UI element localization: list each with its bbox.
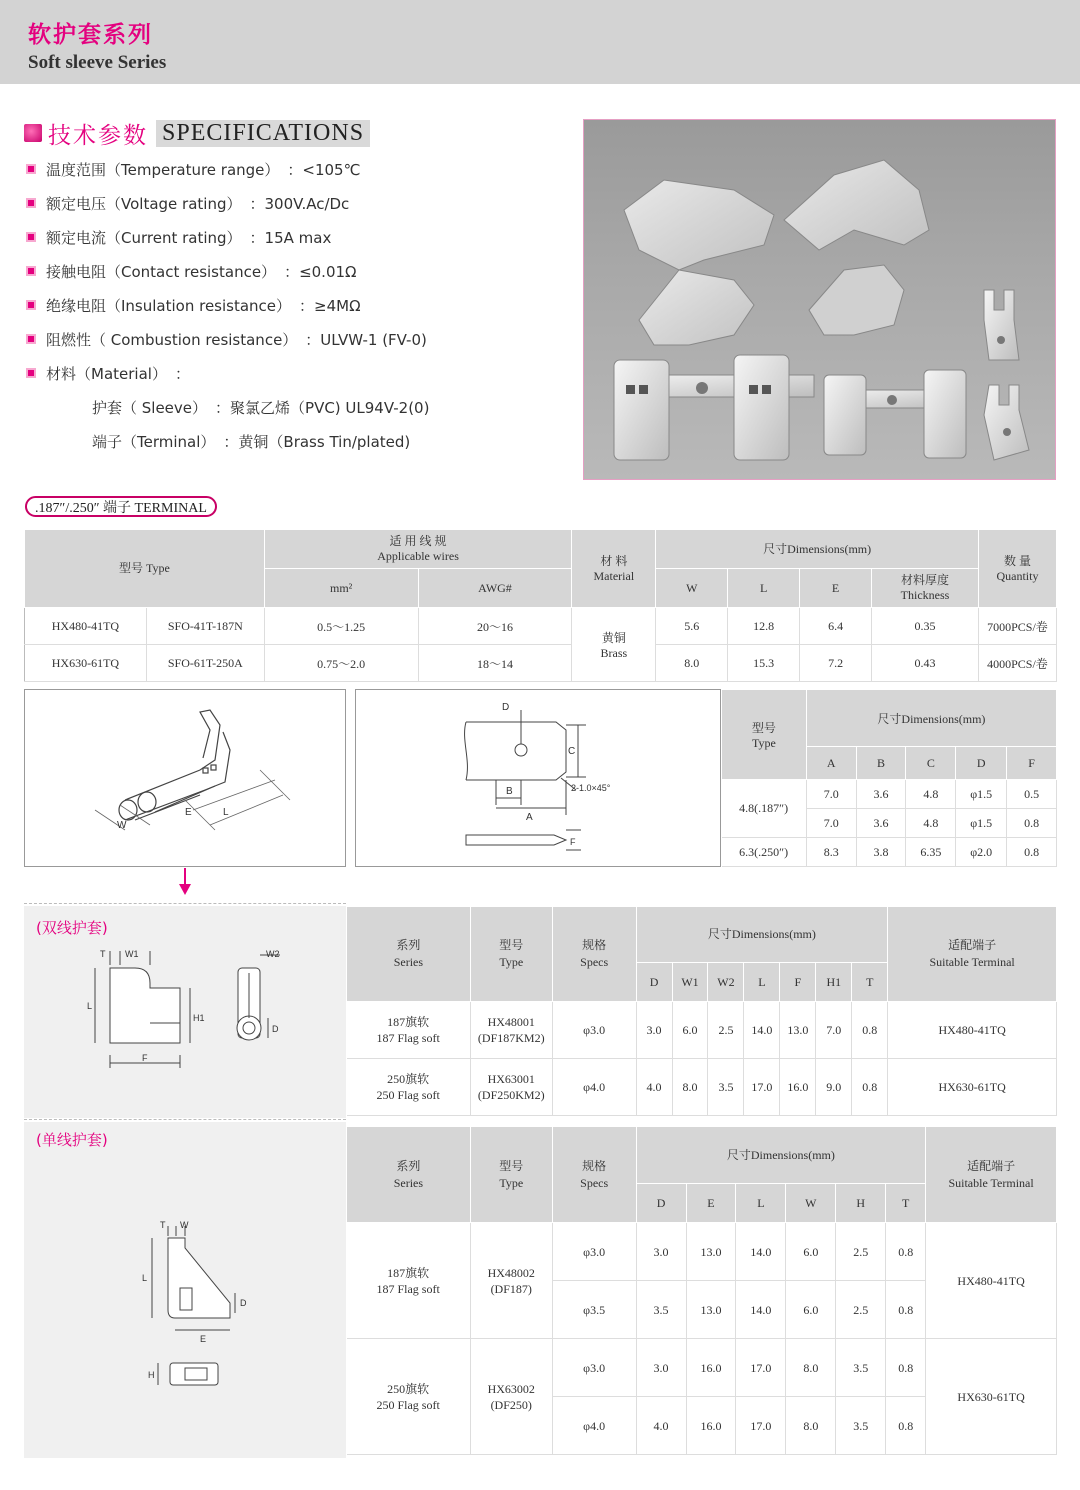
table-row [722, 838, 1057, 867]
series-cell [347, 1059, 471, 1116]
specs-header-en: Specs [580, 1175, 609, 1190]
value-cell: φ1.5 [956, 809, 1007, 838]
bullet-icon [26, 232, 36, 242]
terminal-strip [824, 370, 966, 458]
dim-d-label: D [502, 702, 510, 713]
awg-header: AWG# [418, 569, 572, 608]
value-cell: 3.6 [856, 809, 906, 838]
col-b-header: B [856, 747, 906, 780]
spec-label: 额定电压（Voltage rating） [46, 194, 242, 213]
col-c-header: C [906, 747, 956, 780]
terminal-cell: HX480-41TQ [888, 1002, 1057, 1059]
wires-header [264, 530, 572, 569]
dimensions-header: 尺寸Dimensions(mm) [636, 1127, 926, 1184]
value-cell: 8.0 [786, 1339, 836, 1397]
sleeve-shape [639, 270, 754, 345]
value-cell: 6.35 [906, 838, 956, 867]
spec-label: 绝缘电阻（Insulation resistance） [46, 296, 292, 315]
specs-header-cn: 规格 [582, 1158, 607, 1173]
col-a-header: A [806, 747, 856, 780]
page-header [0, 0, 1080, 84]
code-cell: SFO-41T-187N [146, 608, 264, 645]
type-header-cn: 型号 [751, 720, 776, 735]
value-cell: 3.5 [708, 1059, 744, 1116]
spec-value: ：<105℃ [287, 160, 361, 179]
value-cell: 16.0 [780, 1059, 816, 1116]
terminal-header-en: Suitable Terminal [948, 1175, 1034, 1190]
type-header-en: Type [499, 1175, 524, 1190]
dim-l-label: L [142, 1273, 148, 1283]
spec-value: ：≤0.01Ω [284, 262, 357, 281]
specs-header-cn: 规格 [582, 938, 607, 952]
dimensions-header: 尺寸Dimensions(mm) [806, 690, 1056, 747]
type-cell [470, 1059, 552, 1116]
single-sleeve-label: (单线护套) [36, 1131, 108, 1149]
qty-cell: 4000PCS/卷 [978, 645, 1056, 682]
type-header [722, 690, 807, 780]
quantity-header [978, 530, 1056, 608]
value-cell: 0.8 [1007, 809, 1057, 838]
spec-item [26, 322, 566, 356]
terminal-cell: HX630-61TQ [888, 1059, 1057, 1116]
terminal-strip [614, 355, 814, 460]
table-row [722, 780, 1057, 809]
spec-value: ：≥4MΩ [299, 296, 361, 315]
double-sleeve-drawing [80, 943, 310, 1073]
material-header-en: Material [593, 568, 635, 583]
spec-cell: φ3.0 [552, 1223, 636, 1281]
material-header [572, 530, 656, 608]
value-cell: 0.8 [1007, 838, 1057, 867]
terminal-drawing [25, 690, 345, 866]
quantity-header-en: Quantity [996, 568, 1039, 583]
divider [24, 903, 346, 904]
type-cell [470, 1339, 552, 1455]
series-header-cn: 系列 [396, 938, 421, 952]
col-header: T [886, 1184, 926, 1223]
spec-label: 额定电流（Current rating） [46, 228, 242, 247]
specs-header [552, 907, 636, 1002]
col-header: D [636, 963, 672, 1002]
terminal-cell: HX630-61TQ [926, 1339, 1057, 1455]
series-header-en: Series [393, 1175, 424, 1190]
value-cell: 3.5 [836, 1339, 886, 1397]
series-en: 250 Flag soft [376, 1088, 440, 1102]
value-cell: 7.0 [806, 780, 856, 809]
value-cell: 6.0 [786, 1223, 836, 1281]
value-cell: 0.8 [852, 1002, 888, 1059]
bullet-icon [26, 334, 36, 344]
value-cell: 2.5 [836, 1223, 886, 1281]
spec-item [26, 152, 566, 186]
spec-value: ：300V.Ac/Dc [249, 194, 350, 213]
code-cell: SFO-61T-250A [146, 645, 264, 682]
l-cell: 15.3 [728, 645, 800, 682]
terminal-header-en: Suitable Terminal [929, 955, 1015, 969]
thickness-cell: 0.43 [872, 645, 979, 682]
dim-d-label: D [240, 1298, 247, 1308]
bullet-icon [24, 124, 42, 142]
value-cell: 8.3 [806, 838, 856, 867]
table-row [347, 1059, 1057, 1116]
value-cell: 0.8 [886, 1339, 926, 1397]
material-label: 护套（ Sleeve） [92, 398, 208, 417]
value-cell: 0.8 [886, 1223, 926, 1281]
specifications-list [26, 152, 566, 458]
bullet-icon [26, 266, 36, 276]
bullet-icon [26, 368, 36, 378]
spec-item [26, 220, 566, 254]
material-en: Brass [600, 645, 628, 660]
value-cell: 4.0 [636, 1397, 686, 1455]
spec-cell: φ4.0 [552, 1059, 636, 1116]
specs-header [552, 1127, 636, 1223]
col-header: T [852, 963, 888, 1002]
thickness-header-cn: 材料厚度 [900, 573, 949, 587]
col-d-header: D [956, 747, 1007, 780]
single-sleeve-drawing [130, 1218, 280, 1398]
type-cell: 6.3(.250″) [722, 838, 807, 867]
value-cell: 3.6 [856, 780, 906, 809]
type-code: HX63002 [487, 1381, 535, 1396]
value-cell: 3.8 [856, 838, 906, 867]
col-header: H1 [816, 963, 852, 1002]
sleeve-shape [809, 265, 904, 335]
dimensions-header: 尺寸Dimensions(mm) [656, 530, 979, 569]
type-alt: (DF250) [490, 1397, 532, 1412]
series-cell [347, 1223, 471, 1339]
type-cell: 4.8(.187″) [722, 780, 807, 838]
series-cn: 187旗软 [387, 1015, 430, 1029]
awg-cell: 18～14 [418, 645, 572, 682]
dim-w1-label: W1 [125, 949, 139, 959]
spec-label: 材料（Material） [46, 364, 167, 383]
material-value: ：聚氯乙烯（PVC) UL94V-2(0) [215, 398, 430, 417]
col-header: L [736, 1184, 786, 1223]
type-alt: (DF187) [490, 1281, 532, 1296]
col-header: F [780, 963, 816, 1002]
value-cell: 0.8 [852, 1059, 888, 1116]
spec-cell: φ3.0 [552, 1339, 636, 1397]
type-header-cn: 型号 [499, 1158, 524, 1173]
spec-cell: φ3.0 [552, 1002, 636, 1059]
quantity-header-cn: 数 量 [1003, 553, 1031, 568]
table-row [25, 645, 1057, 682]
value-cell: 2.5 [708, 1002, 744, 1059]
series-en: 250 Flag soft [376, 1397, 440, 1412]
tab-spec-table [721, 689, 1057, 867]
dim-h-label: H [148, 1370, 155, 1380]
spec-value: ：ULVW-1 (FV-0) [305, 330, 427, 349]
l-cell: 12.8 [728, 608, 800, 645]
w-header: W [656, 569, 728, 608]
spec-item [26, 186, 566, 220]
dim-f-label: F [142, 1053, 148, 1063]
col-header: H [836, 1184, 886, 1223]
spec-item [26, 288, 566, 322]
value-cell: 6.0 [786, 1281, 836, 1339]
single-sleeve-table [346, 1126, 1057, 1455]
value-cell: 14.0 [736, 1223, 786, 1281]
value-cell: 13.0 [686, 1281, 736, 1339]
dim-w-label: W [117, 820, 127, 831]
dim-l-label: L [87, 1001, 93, 1011]
value-cell: 3.0 [636, 1223, 686, 1281]
type-header: 型号 Type [25, 530, 265, 608]
material-cn: 黄铜 [601, 630, 626, 645]
spec-value: ：15A max [249, 228, 332, 247]
double-sleeve-label: (双线护套) [36, 919, 108, 937]
series-header [347, 1127, 471, 1223]
product-photo-illustration [584, 120, 1056, 480]
terminal-spec-table [24, 529, 1057, 682]
dimensions-header: 尺寸Dimensions(mm) [636, 907, 888, 963]
dim-t-label: T [100, 949, 106, 959]
table-row [347, 1339, 1057, 1397]
type-header [470, 1127, 552, 1223]
terminal-header [888, 907, 1057, 1002]
value-cell: 14.0 [736, 1281, 786, 1339]
type-cell [470, 1223, 552, 1339]
divider [24, 1119, 346, 1120]
value-cell: φ2.0 [956, 838, 1007, 867]
type-alt: (DF187KM2) [477, 1031, 545, 1045]
value-cell: 13.0 [686, 1223, 736, 1281]
material-item [26, 424, 566, 458]
value-cell: 6.0 [672, 1002, 708, 1059]
terminal-section-label: .187″/.250″ 端子 TERMINAL [25, 496, 217, 517]
spec-cell: φ4.0 [552, 1397, 636, 1455]
e-cell: 7.2 [800, 645, 872, 682]
thickness-header-en: Thickness [900, 588, 950, 602]
terminal-header-cn: 适配端子 [948, 938, 997, 952]
type-code: HX48001 [487, 1015, 535, 1029]
dim-w2-label: W2 [266, 949, 280, 959]
value-cell: 8.0 [786, 1397, 836, 1455]
mm2-cell: 0.5～1.25 [264, 608, 418, 645]
spec-label: 接触电阻（Contact resistance） [46, 262, 277, 281]
dim-e-label: E [185, 807, 192, 818]
value-cell: 0.8 [886, 1281, 926, 1339]
bullet-icon [26, 164, 36, 174]
col-header: W [786, 1184, 836, 1223]
material-cell [572, 608, 656, 682]
col-header: W1 [672, 963, 708, 1002]
model-cell: HX630-61TQ [25, 645, 147, 682]
spec-label: 阻燃性（ Combustion resistance） [46, 330, 298, 349]
dim-e-label: E [200, 1334, 207, 1344]
bullet-icon [26, 300, 36, 310]
value-cell: 4.8 [906, 780, 956, 809]
table-row [25, 608, 1057, 645]
series-header-en: Series [393, 955, 424, 969]
mm2-header: mm² [264, 569, 418, 608]
dim-b-label: B [506, 786, 513, 797]
page-title-en: Soft sleeve Series [28, 52, 167, 73]
spec-cell: φ3.5 [552, 1281, 636, 1339]
dim-d-label: D [272, 1024, 279, 1034]
series-en: 187 Flag soft [376, 1031, 440, 1045]
type-alt: (DF250KM2) [477, 1088, 545, 1102]
type-cell [470, 1002, 552, 1059]
dim-l-label: L [223, 807, 229, 818]
dim-a-label: A [526, 812, 533, 823]
specifications-heading [24, 118, 370, 148]
col-header: D [636, 1184, 686, 1223]
table-row [347, 1223, 1057, 1281]
value-cell: 3.0 [636, 1339, 686, 1397]
value-cell: 2.5 [836, 1281, 886, 1339]
bullet-icon [26, 198, 36, 208]
value-cell: 13.0 [780, 1002, 816, 1059]
spec-label: 温度范围（Temperature range） [46, 160, 280, 179]
value-cell: 17.0 [744, 1059, 780, 1116]
page-title-cn: 软护套系列 [28, 22, 153, 48]
series-cn: 187旗软 [387, 1265, 430, 1280]
series-cell [347, 1339, 471, 1455]
table-row [347, 1002, 1057, 1059]
value-cell: 3.5 [836, 1397, 886, 1455]
e-cell: 6.4 [800, 608, 872, 645]
awg-cell: 20～16 [418, 608, 572, 645]
type-code: HX63001 [487, 1072, 535, 1086]
type-header [470, 907, 552, 1002]
double-sleeve-table [346, 906, 1057, 1116]
arrow-down-icon [176, 868, 194, 896]
value-cell: 7.0 [816, 1002, 852, 1059]
thickness-header [872, 569, 979, 608]
spec-value: ： [174, 364, 190, 383]
type-code: HX48002 [487, 1265, 535, 1280]
spec-item [26, 356, 566, 390]
value-cell: 3.5 [636, 1281, 686, 1339]
w-cell: 5.6 [656, 608, 728, 645]
value-cell: 14.0 [744, 1002, 780, 1059]
value-cell: 16.0 [686, 1397, 736, 1455]
specifications-title-en: SPECIFICATIONS [156, 120, 370, 147]
tab-drawing [356, 690, 720, 866]
col-header: W2 [708, 963, 744, 1002]
series-header-cn: 系列 [396, 1158, 421, 1173]
model-cell: HX480-41TQ [25, 608, 147, 645]
value-cell: 0.8 [886, 1397, 926, 1455]
material-label: 端子（Terminal） [92, 432, 216, 451]
thickness-cell: 0.35 [872, 608, 979, 645]
dim-t-label: T [160, 1220, 166, 1230]
col-f-header: F [1007, 747, 1057, 780]
dim-f-label: F [570, 837, 576, 847]
type-header-en: Type [499, 955, 524, 969]
type-header-en: Type [751, 735, 776, 750]
dim-h1-label: H1 [193, 1013, 205, 1023]
terminal-header-cn: 适配端子 [967, 1158, 1016, 1173]
wires-header-en: Applicable wires [377, 549, 459, 563]
product-photo [583, 119, 1056, 480]
specifications-title-cn: 技术参数 [48, 122, 148, 149]
value-cell: 17.0 [736, 1339, 786, 1397]
series-cn: 250旗软 [387, 1072, 430, 1086]
value-cell: 0.5 [1007, 780, 1057, 809]
terminal-cell: HX480-41TQ [926, 1223, 1057, 1339]
value-cell: 8.0 [672, 1059, 708, 1116]
value-cell: 4.8 [906, 809, 956, 838]
sleeve-shape [784, 160, 929, 250]
value-cell: 9.0 [816, 1059, 852, 1116]
terminal-drawing-panel [24, 689, 346, 867]
series-cell [347, 1002, 471, 1059]
series-header [347, 907, 471, 1002]
spec-item [26, 254, 566, 288]
terminal-header [926, 1127, 1057, 1223]
qty-cell: 7000PCS/卷 [978, 608, 1056, 645]
series-en: 187 Flag soft [376, 1281, 440, 1296]
col-header: E [686, 1184, 736, 1223]
value-cell: 4.0 [636, 1059, 672, 1116]
tab-terminal [984, 290, 1029, 460]
material-item [26, 390, 566, 424]
series-cn: 250旗软 [387, 1381, 430, 1396]
dim-w-label: W [180, 1220, 189, 1230]
wires-header-cn: 适 用 线 规 [389, 534, 447, 548]
sleeve-shape [624, 180, 774, 270]
l-header: L [728, 569, 800, 608]
tab-drawing-panel [355, 689, 721, 867]
value-cell: φ1.5 [956, 780, 1007, 809]
value-cell: 16.0 [686, 1339, 736, 1397]
value-cell: 7.0 [806, 809, 856, 838]
material-value: ：黄铜（Brass Tin/plated) [223, 432, 411, 451]
type-header-cn: 型号 [499, 938, 524, 952]
col-header: L [744, 963, 780, 1002]
chamfer-label: 2-1.0×45° [571, 783, 611, 793]
dim-c-label: C [568, 746, 576, 757]
value-cell: 17.0 [736, 1397, 786, 1455]
e-header: E [800, 569, 872, 608]
material-header-cn: 材 料 [600, 553, 628, 568]
specs-header-en: Specs [580, 955, 609, 969]
w-cell: 8.0 [656, 645, 728, 682]
value-cell: 3.0 [636, 1002, 672, 1059]
mm2-cell: 0.75～2.0 [264, 645, 418, 682]
